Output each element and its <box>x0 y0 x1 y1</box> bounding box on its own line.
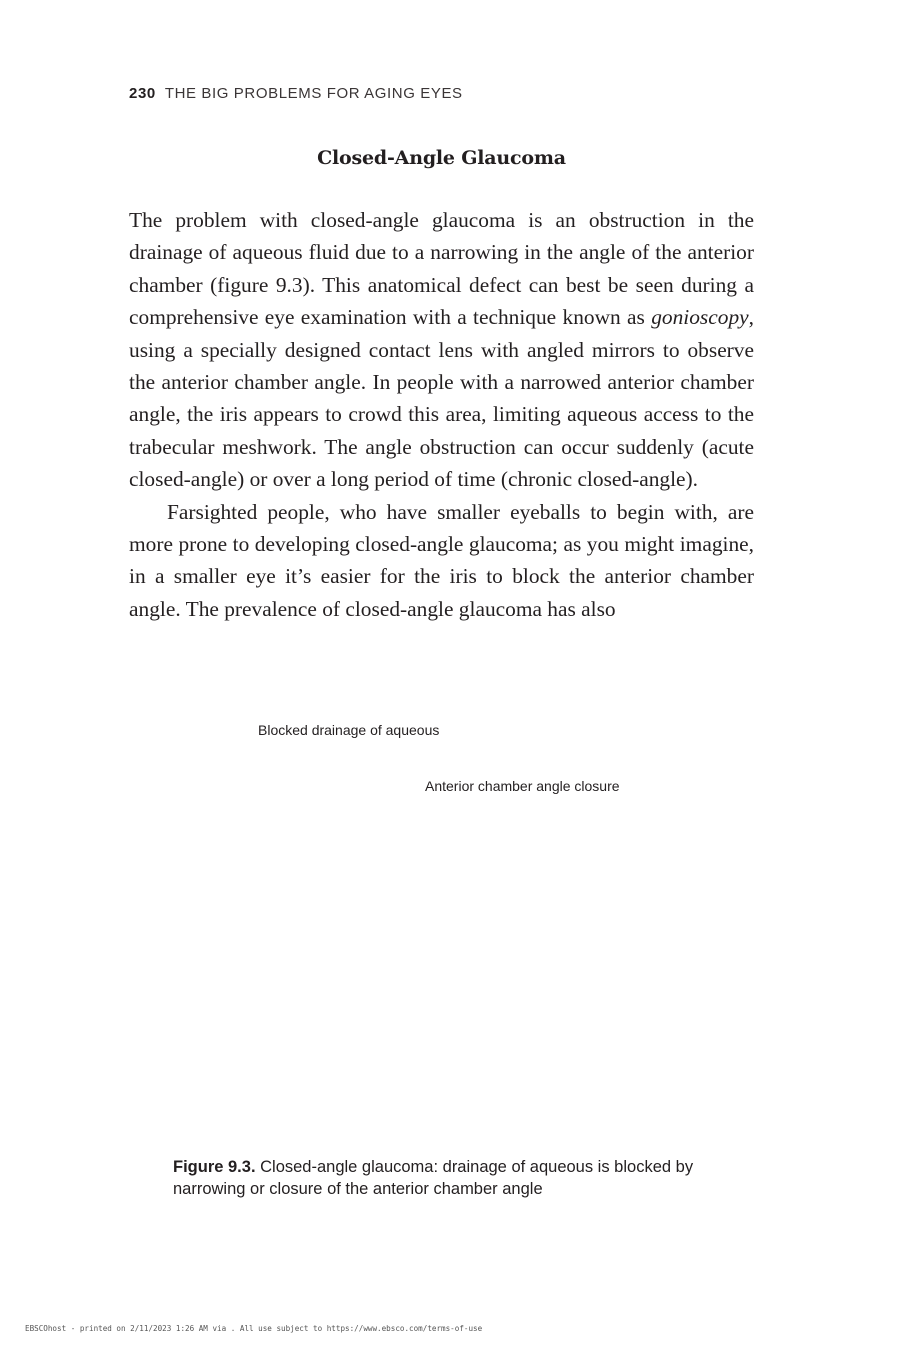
running-head <box>129 85 463 102</box>
paragraph-1 <box>129 204 754 496</box>
term-gonioscopy: gonioscopy <box>651 305 749 330</box>
figure-label-blocked-drainage: Blocked drainage of aqueous <box>258 722 440 738</box>
figure-caption-text: Closed-angle glaucoma: drainage of aqueous is blocked by narrowing or closure of the anterior chamber angle <box>173 1158 694 1198</box>
figure-label-angle-closure: Anterior chamber angle closure <box>425 778 620 794</box>
figure-caption <box>173 1156 733 1200</box>
paragraph-1-end: , using a specially designed contact lens with angled mirrors to observe the anterior chamber angle. In people with a narrowed anterior chamber angle, the iris appears to crowd this area, limiting aqueous access to the trabecular meshwork. The angle obstruction can occur suddenly (acute closed-angle) or over a long period of time (chronic closed-angle). <box>129 305 754 492</box>
paragraph-1-start: The problem with closed-angle glaucoma is an obstruction in the drainage of aqueous fluid due to a narrowing in the angle of the anterior chamber (figure 9.3). This anatomical defect can best be seen during a comprehensive eye examination with a technique known as <box>129 208 754 330</box>
paragraph-2: Farsighted people, who have smaller eyeballs to begin with, are more prone to developing closed-angle glaucoma; as you might imagine, in a smaller eye it’s easier for the iris to block the anterior chamber angle. The prevalence of closed-angle glaucoma has also <box>129 499 754 621</box>
section-heading: Closed-Angle Glaucoma <box>317 147 566 169</box>
page-number: 230 <box>129 85 156 102</box>
footer-note: EBSCOhost - printed on 2/11/2023 1:26 AM via . All use subject to https://www.ebsco.com/terms-of-use <box>25 1324 483 1333</box>
running-title: THE BIG PROBLEMS FOR AGING EYES <box>164 85 463 102</box>
figure-9-3 <box>129 700 754 1140</box>
body-text <box>129 204 754 625</box>
figure-caption-label: Figure 9.3. <box>173 1158 256 1176</box>
